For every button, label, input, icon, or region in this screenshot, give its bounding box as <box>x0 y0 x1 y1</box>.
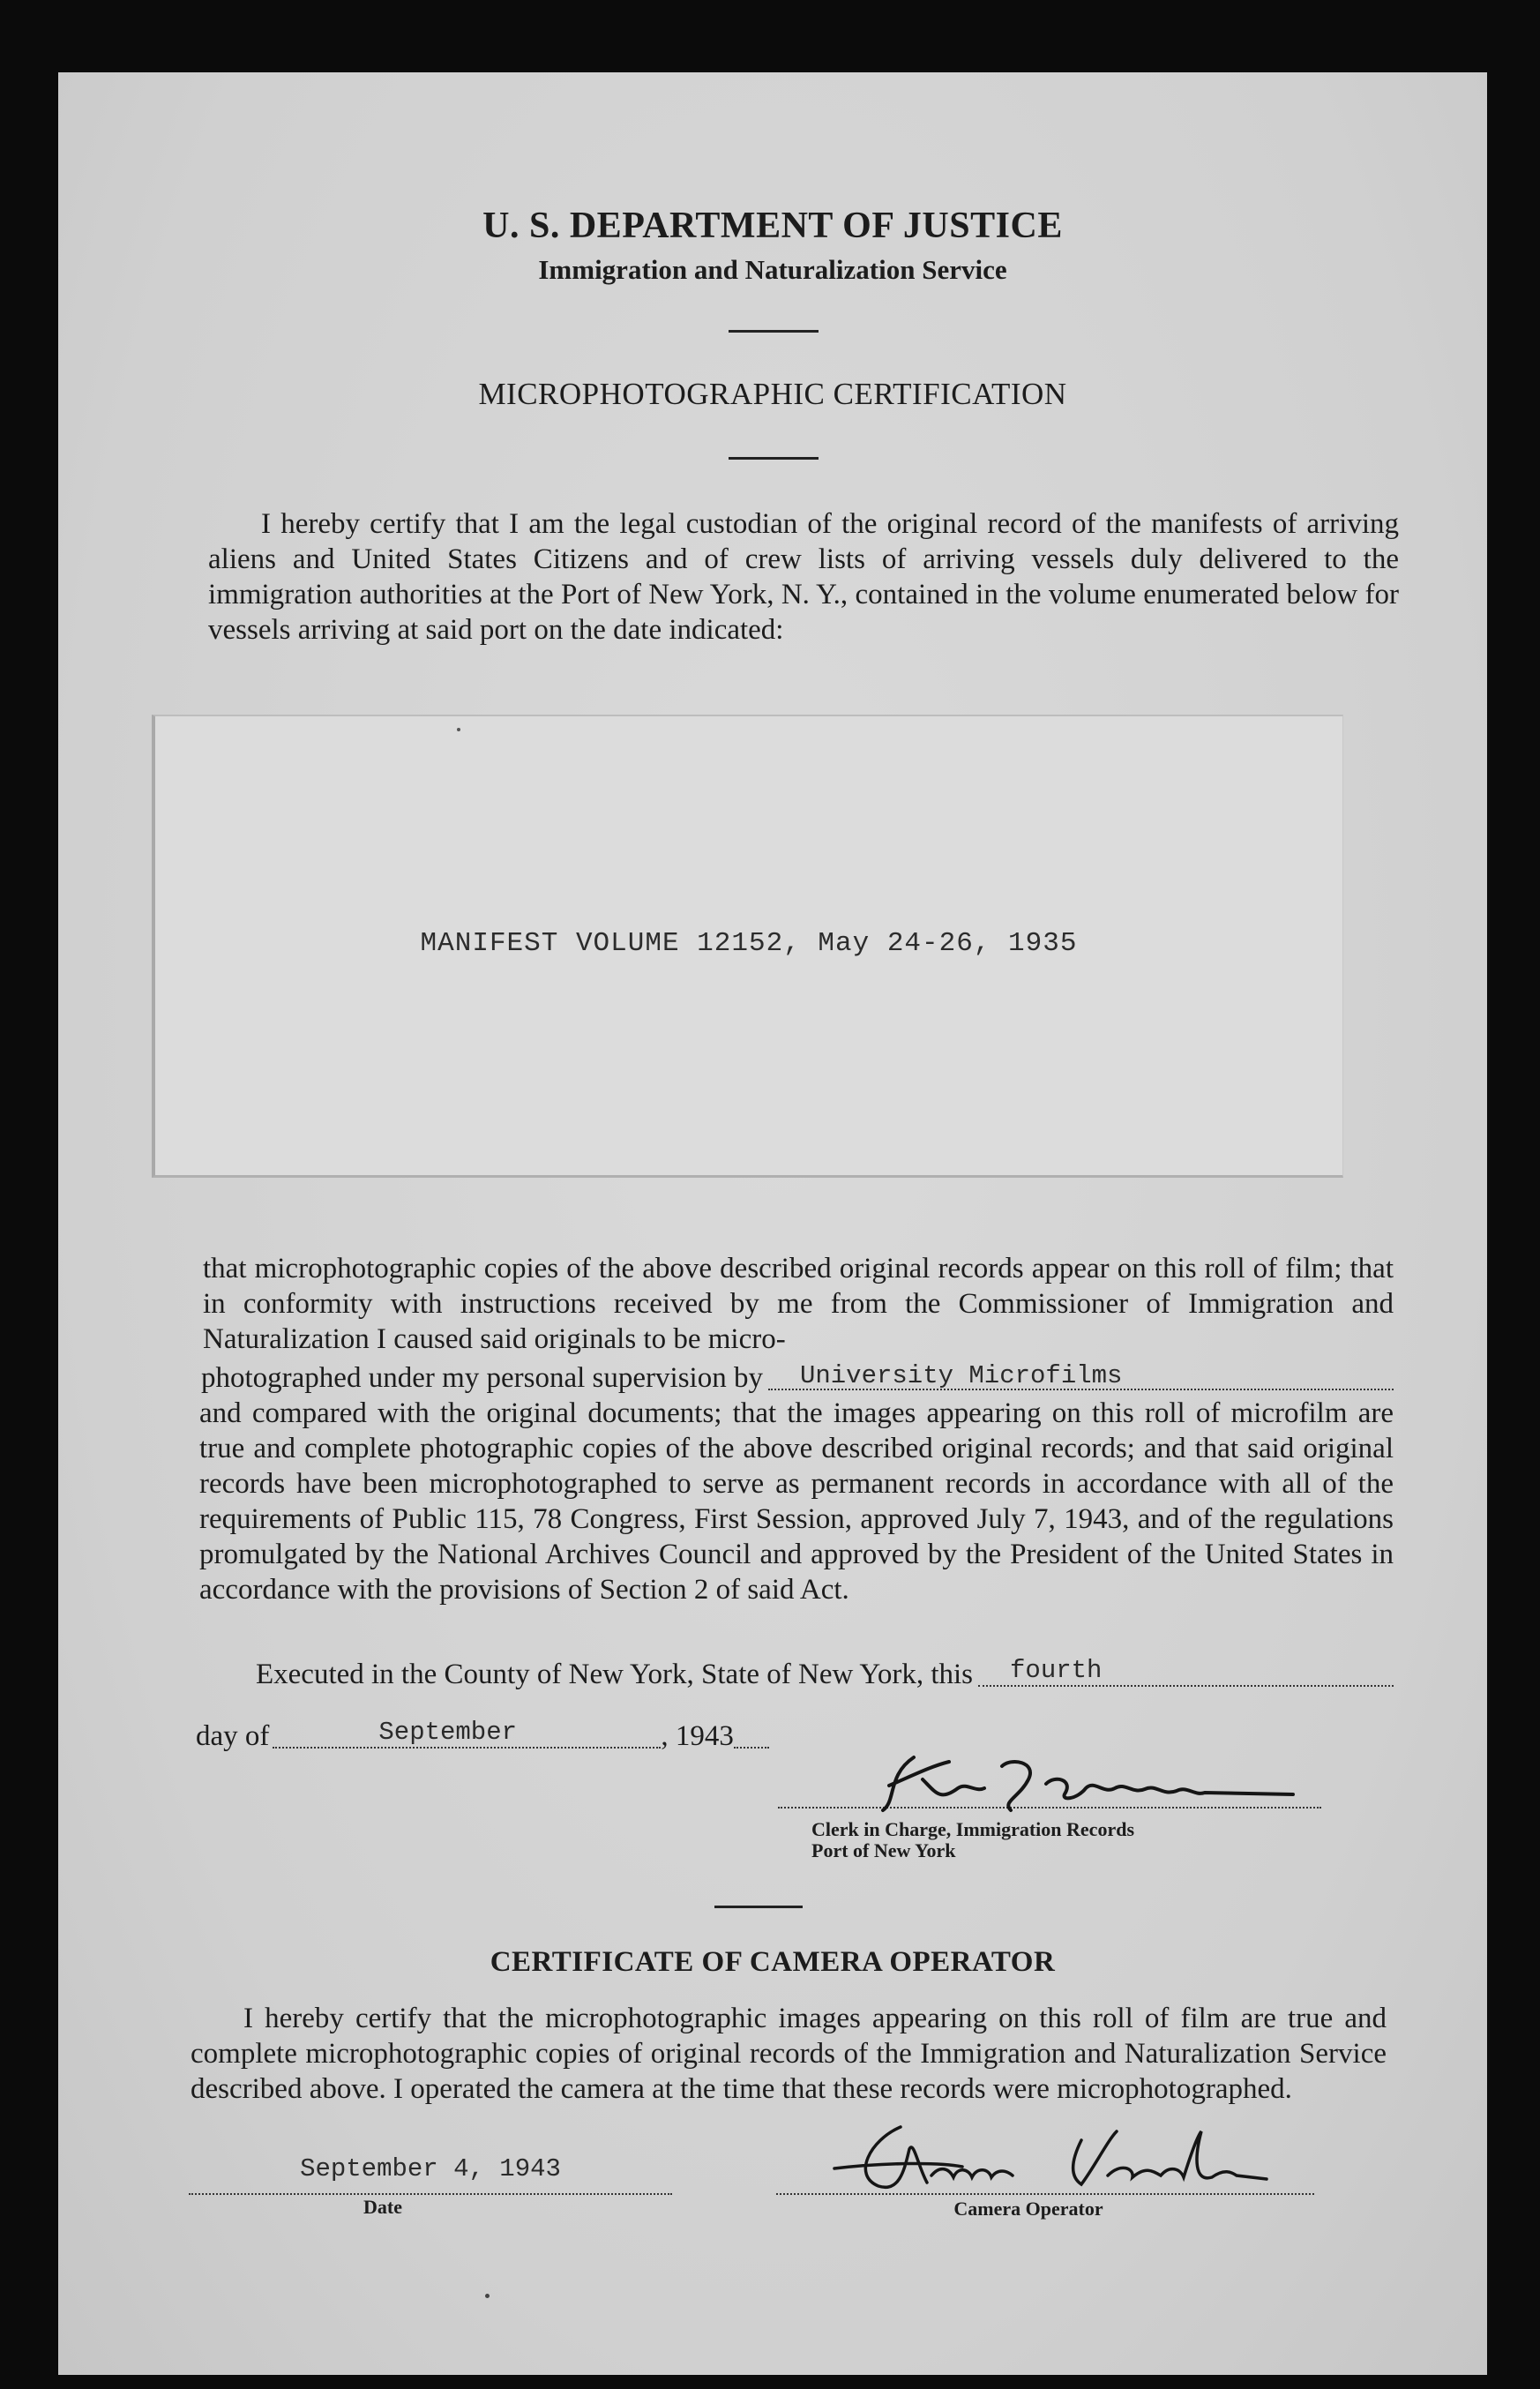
date-label: Date <box>363 2196 402 2218</box>
year-value: , 1943 <box>661 1720 734 1752</box>
clerk-title-line2: Port of New York <box>811 1839 956 1861</box>
divider <box>729 330 819 333</box>
body-paragraph-start: that microphotographic copies of the above described original records appear on this roll of film; that in conformity with instructions received by me from the Commissioner of Immigration and Naturalization I caused said originals to be micro- <box>203 1253 1394 1355</box>
page-speck <box>485 2294 490 2298</box>
executed-day: fourth <box>1010 1656 1103 1685</box>
year-dots <box>734 1719 769 1749</box>
month-value: September <box>378 1718 518 1747</box>
clerk-title <box>811 1819 1134 1861</box>
supervision-prefix: photographed under my personal supervision by <box>201 1362 763 1394</box>
certificate-page <box>58 72 1487 2375</box>
manifest-volume: MANIFEST VOLUME 12152, May 24-26, 1935 <box>420 928 1078 959</box>
supervision-line <box>201 1360 1394 1396</box>
clerk-title-line1: Clerk in Charge, Immigration Records <box>811 1818 1135 1840</box>
supervisor-name: University Microfilms <box>799 1361 1123 1390</box>
divider <box>714 1906 803 1908</box>
executed-line <box>256 1657 1394 1692</box>
day-of-prefix: day of <box>196 1720 270 1752</box>
day-of-line <box>196 1719 769 1754</box>
body-paragraph-end: and compared with the original documents; that the images appearing on this roll of microfilm are true and complete photographic copies of the above described original records; and that said original records have been microphotographed to serve as permanent records in accordance with all of the requirements of Public 115, 78 Congress, First Session, approved July 7, 1943, and of the regulations promulgated by the National Archives Council and approved by the President of the United States in accordance with the provisions of Section 2 of said Act. <box>199 1397 1394 1606</box>
executed-day-field <box>978 1657 1394 1687</box>
supervisor-field <box>768 1360 1394 1390</box>
executed-prefix: Executed in the County of New York, State of New York, this <box>256 1659 974 1690</box>
service-subtitle: Immigration and Naturalization Service <box>538 254 1007 285</box>
camera-operator-signature <box>817 2114 1275 2202</box>
operator-label: Camera Operator <box>953 2198 1103 2220</box>
date-value: September 4, 1943 <box>300 2154 561 2183</box>
document-title: MICROPHOTOGRAPHIC CERTIFICATION <box>478 377 1067 411</box>
intro-paragraph: I hereby certify that I am the legal custodian of the original record of the manifests of arriving aliens and United States Citizens and of crew lists of arriving vessels duly delivered to the immigration authorities at the Port of New York, N. Y., contained in the volume enumerated below for vessels arriving at said port on the date indicated: <box>208 508 1399 646</box>
page-speck <box>457 728 460 731</box>
month-field <box>273 1719 661 1749</box>
date-signature-line <box>189 2190 672 2195</box>
camera-operator-heading: CERTIFICATE OF CAMERA OPERATOR <box>490 1946 1056 1978</box>
camera-operator-paragraph: I hereby certify that the microphotographic images appearing on this roll of film are true and complete microphotographic copies of original records of the Immigration and Naturalization Service described above. I operated the camera at the time that these records were microphotographed. <box>191 2003 1387 2105</box>
department-title: U. S. DEPARTMENT OF JUSTICE <box>482 206 1063 246</box>
divider <box>729 457 819 460</box>
manifest-insert <box>152 715 1343 1178</box>
